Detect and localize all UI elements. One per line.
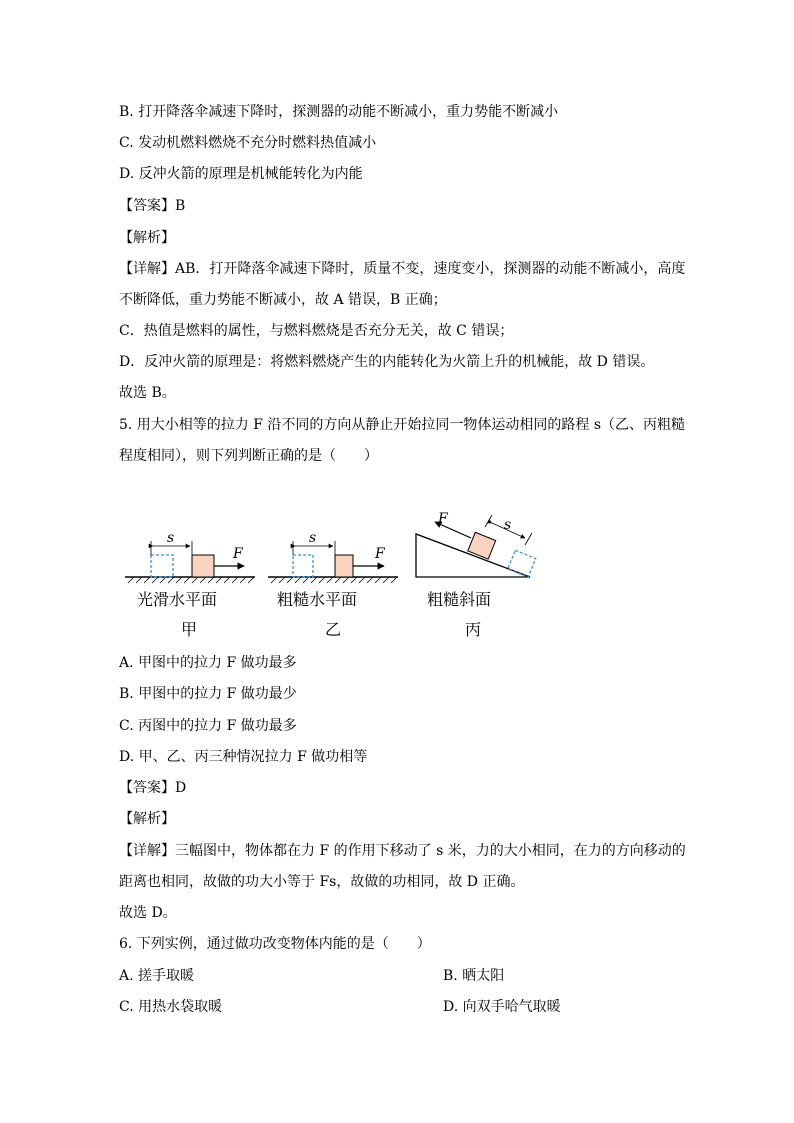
q4-detail-line-1: 【详解】AB．打开降落伞减速下降时，质量不变，速度变小，探测器的动能不断减小，高度 <box>119 261 686 277</box>
q4-detail-line-2: 不断降低，重力势能不断减小，故 A 错误，B 正确； <box>119 292 447 308</box>
surface-label: 粗糙斜面 <box>427 590 492 609</box>
q5-analysis-head: 【解析】 <box>119 811 175 827</box>
q5-option-b: B. 甲图中的拉力 F 做功最少 <box>119 686 297 702</box>
q5-option-c: C. 丙图中的拉力 F 做功最多 <box>119 718 297 734</box>
q4-option-b: B. 打开降落伞减速下降时，探测器的动能不断减小，重力势能不断减小 <box>119 104 559 120</box>
q5-option-d: D. 甲、乙、丙三种情况拉力 F 做功相等 <box>119 749 368 765</box>
q4-option-d: D. 反冲火箭的原理是机械能转化为内能 <box>119 166 363 182</box>
q5-answer: 【答案】D <box>119 780 187 796</box>
q6-option-d: D. 向双手哈气取暖 <box>443 999 561 1015</box>
q4-detail-line-4: D．反冲火箭的原理是：将燃料燃烧产生的内能转化为火箭上升的机械能，故 D 错误。 <box>119 354 655 370</box>
force-label: F <box>375 546 385 562</box>
q6-option-c: C. 用热水袋取暖 <box>119 999 223 1015</box>
force-label: F <box>233 546 243 562</box>
q4-detail-line-3: C．热值是燃料的属性，与燃料燃烧是否充分无关，故 C 错误； <box>119 323 514 339</box>
initial-position-box <box>151 555 173 577</box>
q5-stem-line-2: 程度相同），则下列判断正确的是（ ） <box>119 448 378 464</box>
q4-analysis-head: 【解析】 <box>119 230 175 246</box>
q5-option-a: A. 甲图中的拉力 F 做功最多 <box>119 655 297 671</box>
panel-yi <box>268 530 398 639</box>
q6-stem: 6. 下列实例，通过做功改变物体内能的是（ ） <box>119 936 431 952</box>
surface-label: 光滑水平面 <box>137 590 218 609</box>
force-label: F <box>438 511 448 527</box>
q6-option-a: A. 搓手取暖 <box>119 968 195 984</box>
panel-name: 丙 <box>465 620 482 639</box>
q4-answer: 【答案】B <box>119 198 186 214</box>
panel-jia <box>125 530 255 639</box>
q5-conclusion: 故选 D。 <box>119 905 177 921</box>
q5-detail-line-2: 距离也相同，故做的功大小等于 Fs，故做的功相同，故 D 正确。 <box>119 874 525 890</box>
q5-figure <box>120 505 560 650</box>
block <box>335 555 353 577</box>
initial-position-box <box>508 550 536 577</box>
initial-position-box <box>293 555 313 577</box>
surface-label: 粗糙水平面 <box>277 590 358 609</box>
distance-label: s <box>504 517 512 533</box>
q4-conclusion: 故选 B。 <box>119 385 176 401</box>
distance-label: s <box>167 530 175 546</box>
distance-label: s <box>309 530 317 546</box>
q6-option-b: B. 晒太阳 <box>443 968 505 984</box>
panel-name: 甲 <box>181 620 198 639</box>
block <box>192 555 214 577</box>
panel-bing <box>416 511 536 639</box>
q5-stem-line-1: 5. 用大小相等的拉力 F 沿不同的方向从静止开始拉同一物体运动相同的路程 s（乙、丙粗糙 <box>119 417 686 433</box>
q4-option-c: C. 发动机燃料燃烧不充分时燃料热值减小 <box>119 135 377 151</box>
q5-detail-line-1: 【详解】三幅图中，物体都在力 F 的作用下移动了 s 米，力的大小相同，在力的方向移动的 <box>119 843 686 859</box>
panel-name: 乙 <box>325 620 342 639</box>
